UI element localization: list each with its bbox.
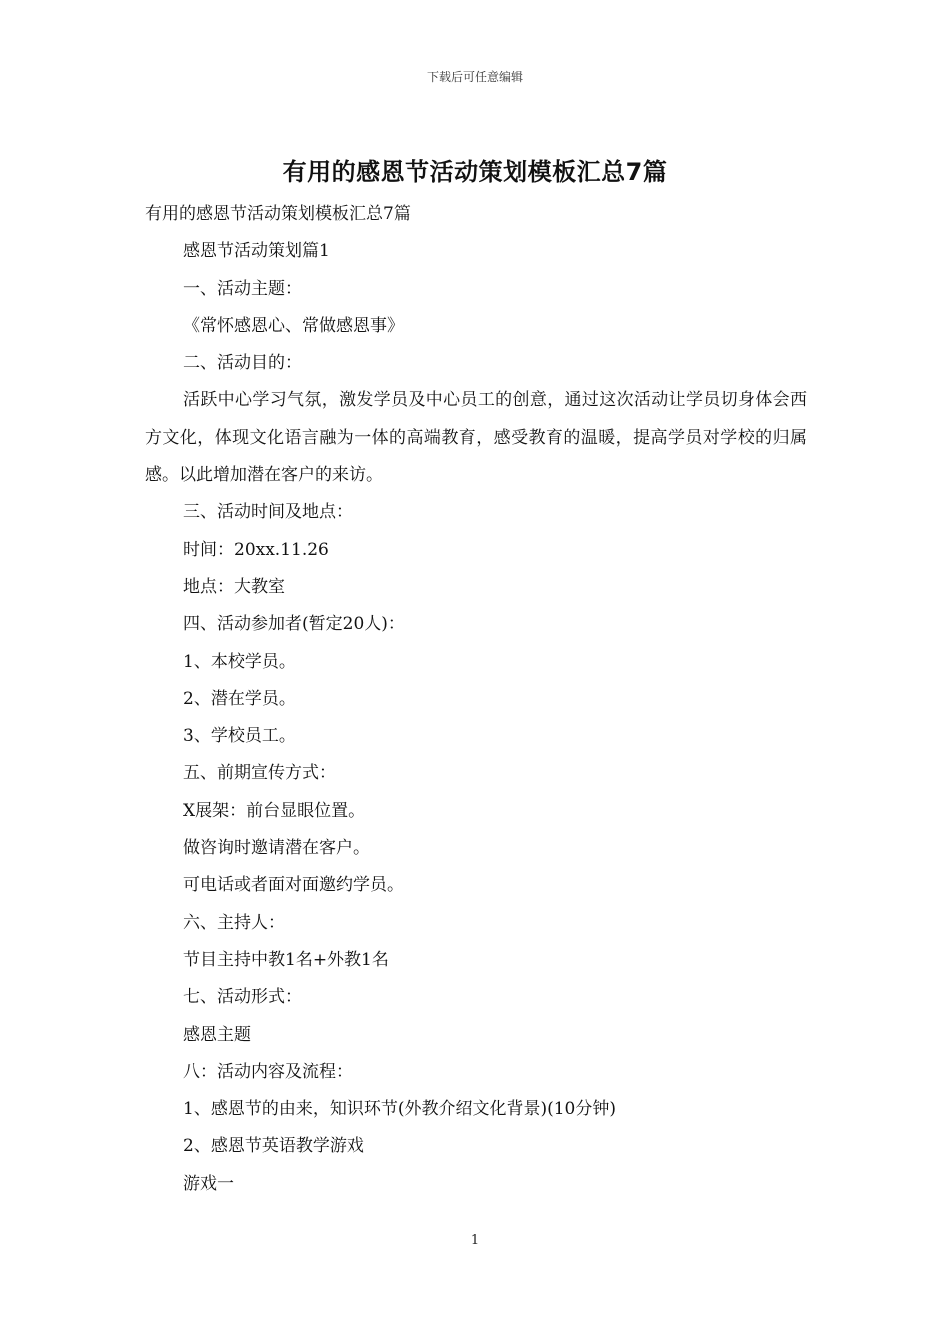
- paragraph-item: 2、潜在学员。: [183, 688, 296, 709]
- header-note: 下载后可任意编辑: [426, 70, 523, 84]
- paragraph-item: 二、活动目的：: [183, 353, 302, 374]
- paragraph-item: 一、活动主题：: [183, 278, 302, 299]
- paragraph-item: 游戏一: [183, 1173, 234, 1194]
- paragraph-subtitle: 有用的感恩节活动策划模板汇总7篇: [145, 204, 411, 224]
- document-title: 有用的感恩节活动策划模板汇总7篇: [282, 158, 668, 186]
- paragraph-item: 五、前期宣传方式：: [183, 763, 336, 784]
- paragraph-item: 《常怀感恩心、常做感恩事》: [183, 315, 404, 336]
- paragraph-item: 六、主持人：: [183, 912, 285, 933]
- paragraph-item: 做咨询时邀请潜在客户。: [183, 838, 370, 859]
- paragraph-item: 节目主持中教1名+外教1名: [183, 949, 389, 970]
- paragraph-item: X展架：前台显眼位置。: [183, 800, 366, 821]
- paragraph-item: 四、活动参加者(暂定20人)：: [183, 614, 405, 635]
- paragraph-section-heading: 感恩节活动策划篇1: [183, 241, 330, 262]
- paragraph-body: 活跃中心学习气氛，激发学员及中心员工的创意，通过这次活动让学员切身体会西方文化，体现文化语言融为一体的高端教育，感受教育的温暖，提高学员对学校的归属感。以此增加潜在客户的来访。: [145, 390, 807, 486]
- paragraph-item: 2、感恩节英语教学游戏: [183, 1136, 364, 1157]
- page-number: 1: [470, 1233, 480, 1248]
- paragraph-item: 地点：大教室: [183, 576, 285, 597]
- paragraph-item: 可电话或者面对面邀约学员。: [183, 875, 404, 896]
- paragraph-item: 感恩主题: [183, 1024, 251, 1045]
- paragraph-item: 八：活动内容及流程：: [183, 1061, 353, 1082]
- document-body: [145, 196, 807, 1203]
- paragraph-item: 三、活动时间及地点：: [183, 502, 353, 523]
- paragraph-item: 3、学校员工。: [183, 726, 296, 747]
- paragraph-item: 1、本校学员。: [183, 651, 296, 672]
- paragraph-item: 七、活动形式：: [183, 987, 302, 1008]
- paragraph-item: 时间：20xx.11.26: [183, 539, 329, 560]
- paragraph-item: 1、感恩节的由来，知识环节(外教介绍文化背景)(10分钟): [183, 1099, 616, 1120]
